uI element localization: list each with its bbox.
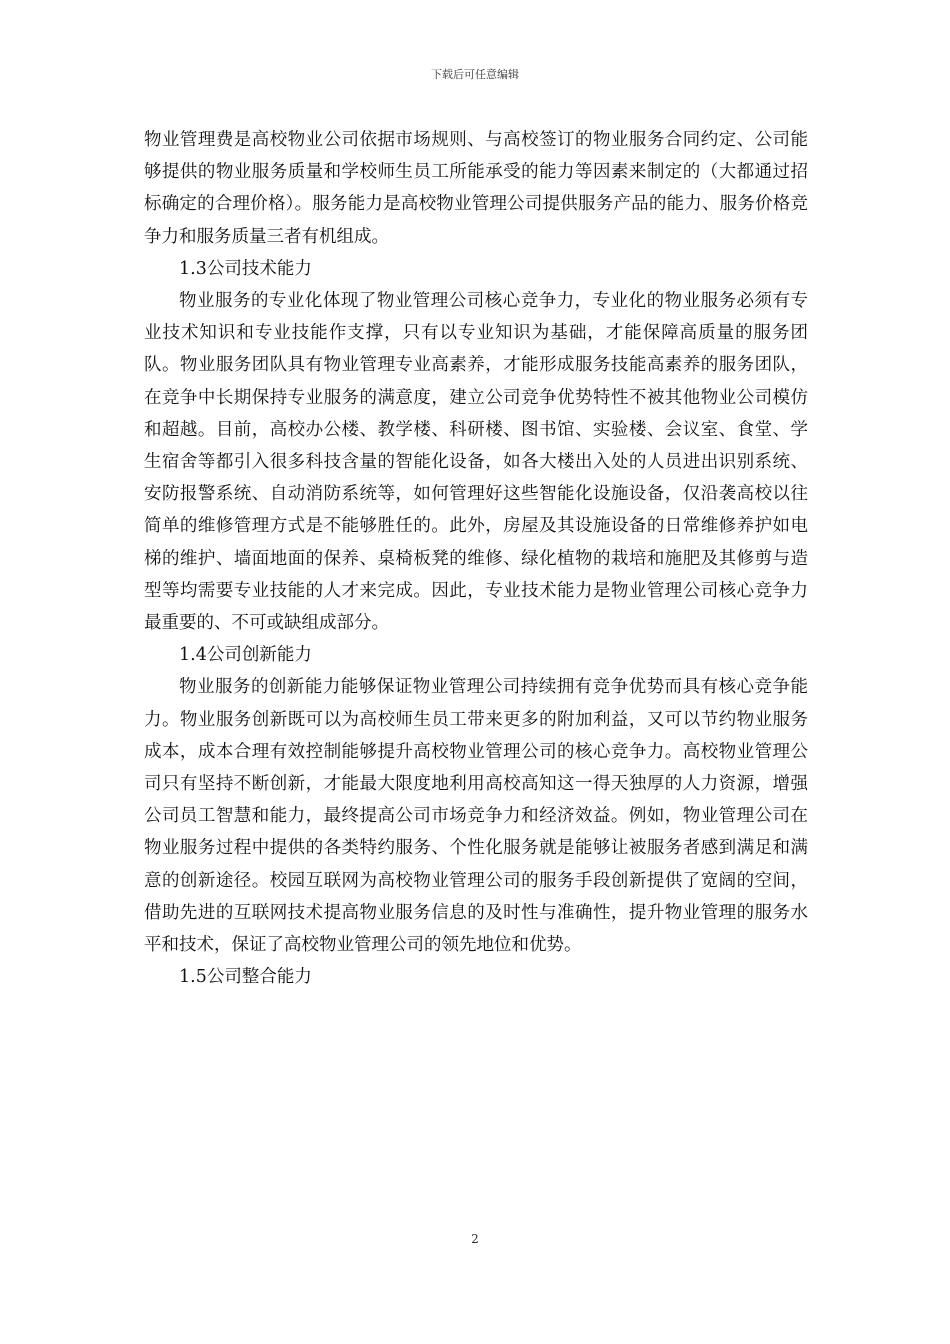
- document-body: [144, 124, 808, 993]
- section-heading-1-3: 1.3公司技术能力: [179, 258, 312, 279]
- page-header: 下载后可任意编辑: [431, 68, 519, 81]
- paragraph-innovation-capability: 物业服务的创新能力能够保证物业管理公司持续拥有竞争优势而具有核心竞争能力。物业服务创新既可以为高校师生员工带来更多的附加利益，又可以节约物业服务成本，成本合理有效控制能够提升高校物业管理公司的核心竞争力。高校物业管理公司只有坚持不断创新，才能最大限度地利用高校高知这一得天独厚的人力资源，增强公司员工智慧和能力，最终提高公司市场竞争力和经济效益。例如，物业管理公司在物业服务过程中提供的各类特约服务、个性化服务就是能够让被服务者感到满足和满意的创新途径。校园互联网为高校物业管理公司的服务手段创新提供了宽阔的空间，借助先进的互联网技术提高物业服务信息的及时性与准确性，提升物业管理的服务水平和技术，保证了高校物业管理公司的领先地位和优势。: [144, 677, 808, 956]
- page-number: 2: [471, 1232, 479, 1246]
- section-heading-1-5: 1.5公司整合能力: [179, 967, 312, 988]
- paragraph-technical-capability: 物业服务的专业化体现了物业管理公司核心竞争力，专业化的物业服务必须有专业技术知识和专业技能作支撑，只有以专业知识为基础，才能保障高质量的服务团队。物业服务团队具有物业管理专业高素养，才能形成服务技能高素养的服务团队，在竞争中长期保持专业服务的满意度，建立公司竞争优势特性不被其他物业公司模仿和超越。目前，高校办公楼、教学楼、科研楼、图书馆、实验楼、会议室、食堂、学生宿舍等都引入很多科技含量的智能化设备，如各大楼出入处的人员进出识别系统、安防报警系统、自动消防系统等，如何管理好这些智能化设施设备，仅沿袭高校以往简单的维修管理方式是不能够胜任的。此外，房屋及其设施设备的日常维修养护如电梯的维护、墙面地面的保养、桌椅板凳的维修、绿化植物的栽培和施肥及其修剪与造型等均需要专业技能的人才来完成。因此，专业技术能力是物业管理公司核心竞争力最重要的、不可或缺组成部分。: [144, 291, 808, 634]
- paragraph-service-fee: 物业管理费是高校物业公司依据市场规则、与高校签订的物业服务合同约定、公司能够提供的物业服务质量和学校师生员工所能承受的能力等因素来制定的（大都通过招标确定的合理价格）。服务能力是高校物业管理公司提供服务产品的能力、服务价格竞争力和服务质量三者有机组成。: [144, 130, 808, 247]
- section-heading-1-4: 1.4公司创新能力: [179, 645, 312, 666]
